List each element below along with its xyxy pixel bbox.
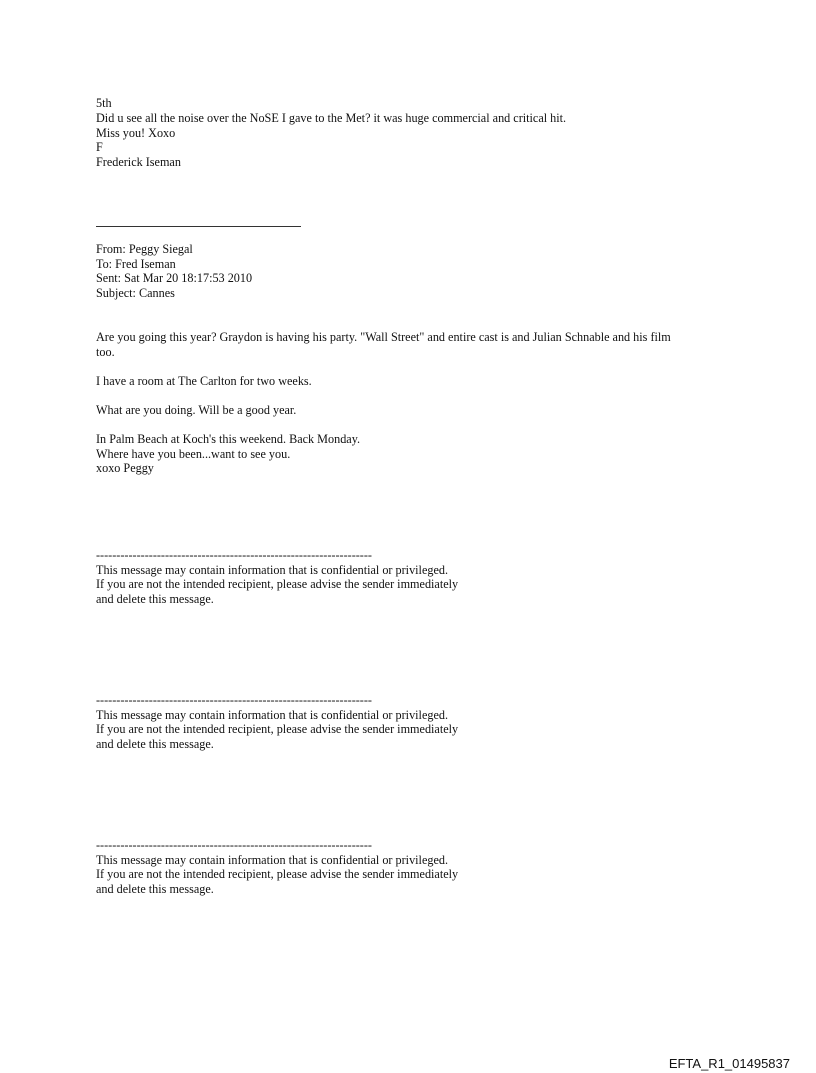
email-body-line: Where have you been...want to see you. [96,447,291,461]
email-from: From: Peggy Siegal [96,242,193,256]
reply-signature: Frederick Iseman [96,155,181,169]
disclaimer-line: If you are not the intended recipient, please advise the sender immediately [96,867,459,881]
disclaimer-line: This message may contain information that is confidential or privileged. [96,563,448,577]
disclaimer-separator: -------------------------------------------------------------------- [96,548,372,562]
disclaimer-line: This message may contain information that is confidential or privileged. [96,853,448,867]
email-signature: xoxo Peggy [96,461,154,475]
email-subject: Subject: Cannes [96,286,175,300]
reply-line: Did u see all the noise over the NoSE I gave to the Met? it was huge commercial and critical hit. [96,111,567,125]
email-to: To: Fred Iseman [96,257,176,271]
email-body-line: too. [96,345,115,359]
reply-line: Miss you! Xoxo [96,126,176,140]
disclaimer-line: If you are not the intended recipient, please advise the sender immediately [96,722,459,736]
email-body-line: What are you doing. Will be a good year. [96,403,297,417]
email-body-line: In Palm Beach at Koch's this weekend. Back Monday. [96,432,361,446]
quote-divider [96,226,301,227]
reply-line: F [96,140,103,154]
disclaimer-line: and delete this message. [96,737,214,751]
disclaimer-line: If you are not the intended recipient, please advise the sender immediately [96,577,459,591]
disclaimer-line: and delete this message. [96,882,214,896]
disclaimer-separator: -------------------------------------------------------------------- [96,838,372,852]
disclaimer-line: This message may contain information that is confidential or privileged. [96,708,448,722]
disclaimer-line: and delete this message. [96,592,214,606]
disclaimer-separator: -------------------------------------------------------------------- [96,693,372,707]
email-sent: Sent: Sat Mar 20 18:17:53 2010 [96,271,253,285]
email-body-line: I have a room at The Carlton for two weeks. [96,374,312,388]
email-body-line: Are you going this year? Graydon is having his party. "Wall Street" and entire cast is and Julian Schnable and his film [96,330,671,344]
document-id: EFTA_R1_01495837 [668,1056,790,1071]
reply-line: 5th [96,96,112,110]
